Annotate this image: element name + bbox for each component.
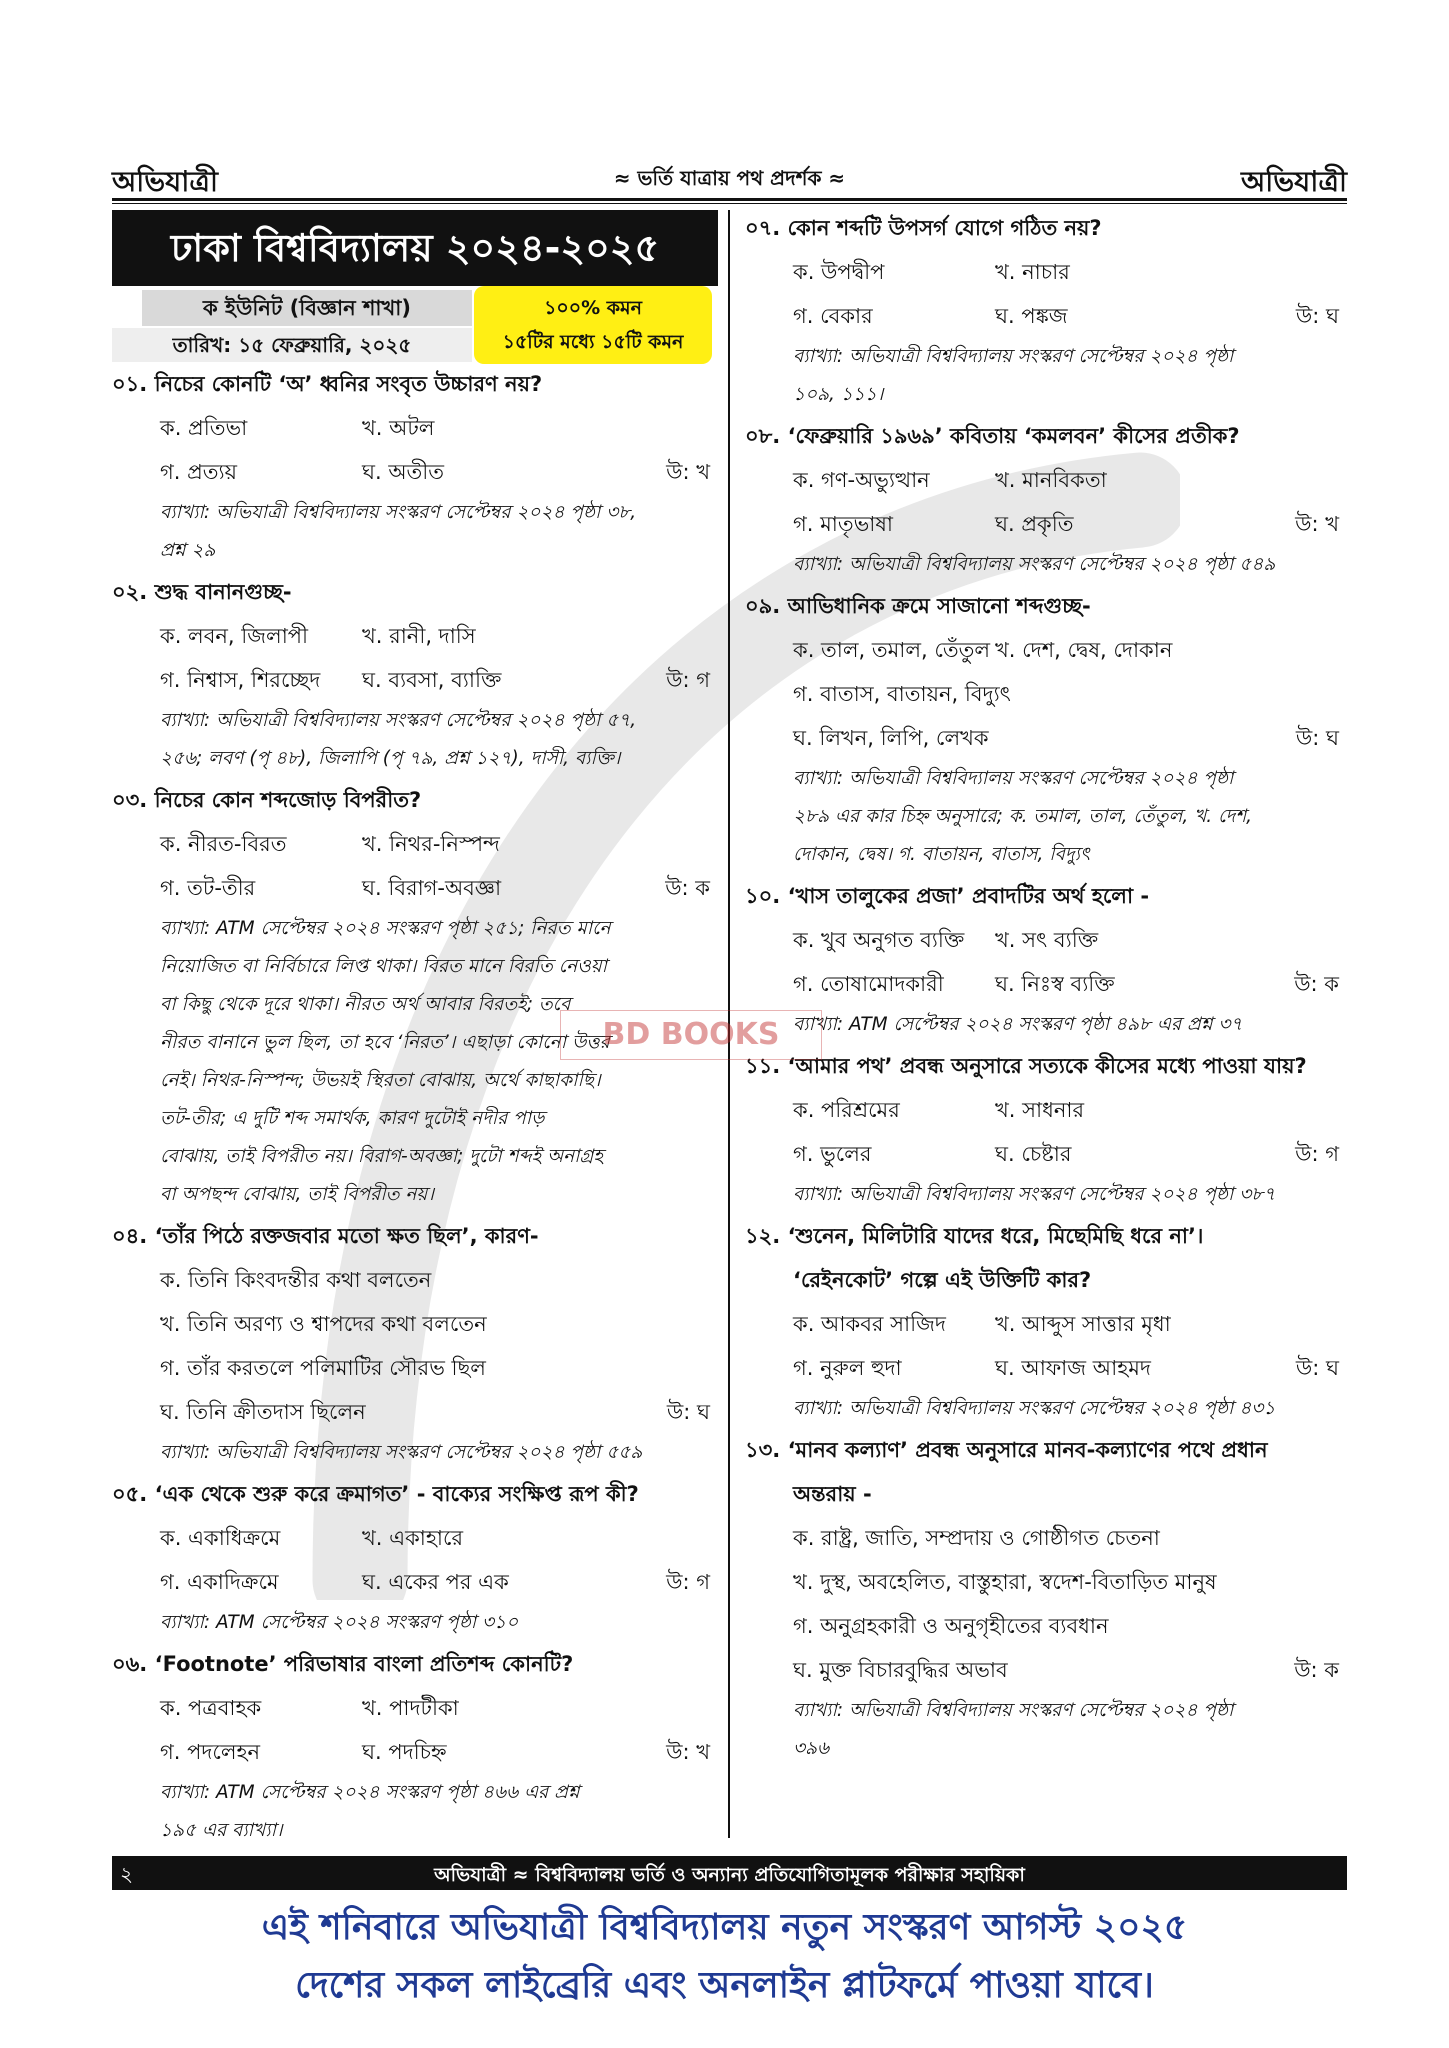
page-title: ঢাকা বিশ্ববিদ্যালয় ২০২৪-২০২৫ — [112, 210, 718, 286]
option-d: ঘ. পঙ্কজ — [995, 304, 1068, 328]
option-b: খ. একাহারে — [362, 1526, 464, 1550]
unit-label: ক ইউনিট (বিজ্ঞান শাখা) — [142, 290, 472, 326]
answer: উ: গ — [666, 1570, 710, 1594]
question-text: ০৯. আভিধানিক ক্রমে সাজানো শব্দগুচ্ছ- — [745, 594, 1091, 618]
question-text: ১০. ‘খাস তালুকের প্রজা’ প্রবাদটির অর্থ হলো - — [745, 884, 1150, 908]
explanation — [745, 1692, 1347, 1768]
explanation-line: ১৯৫ এর ব্যাখ্যা। — [160, 1820, 283, 1841]
question-12 — [745, 1214, 1347, 1428]
header-tagline: ≈ ভর্তি যাত্রায় পথ প্রদর্শক ≈ — [613, 166, 846, 190]
explanation-line: ব্যাখ্যা: ATM সেপ্টেম্বর ২০২৪ সংস্করণ পৃষ্ঠা ৪৬৬ এর প্রশ্ন — [160, 1782, 580, 1803]
question-text: ০৩. নিচের কোন শব্দজোড় বিপরীত? — [112, 788, 422, 812]
option-c: গ. নিশ্বাস, শিরচ্ছেদ — [160, 668, 321, 692]
right-column — [745, 206, 1347, 1768]
answer: উ: গ — [1295, 1142, 1339, 1166]
question-text: ০২. শুদ্ধ বানানগুচ্ছ- — [112, 580, 292, 604]
answer: উ: খ — [1295, 512, 1339, 536]
option-d: ঘ. বিরাগ-অবজ্ঞা — [362, 876, 502, 900]
answer: উ: ঘ — [1295, 1356, 1339, 1380]
question-text: ০৫. ‘এক থেকে শুরু করে ক্রমাগত’ - বাক্যের সংক্ষিপ্ত রূপ কী? — [112, 1482, 639, 1506]
option-c: গ. বেকার — [793, 304, 873, 328]
explanation: ব্যাখ্যা: অভিযাত্রী বিশ্ববিদ্যালয় সংস্করণ সেপ্টেম্বর ২০২৪ পৃষ্ঠা ৫৪৯ — [793, 554, 1276, 575]
option-b: খ. আব্দুস সাত্তার মৃধা — [995, 1312, 1171, 1336]
option-b: খ. মানবিকতা — [995, 468, 1107, 492]
explanation: ব্যাখ্যা: অভিযাত্রী বিশ্ববিদ্যালয় সংস্করণ সেপ্টেম্বর ২০২৪ পৃষ্ঠা ৫৫৯ — [160, 1442, 643, 1463]
option-a: ক. তিনি কিংবদন্তীর কথা বলতেন — [160, 1268, 432, 1292]
question-text: ০১. নিচের কোনটি ‘অ’ ধ্বনির সংবৃত উচ্চারণ নয়? — [112, 372, 543, 396]
exam-date: তারিখ: ১৫ ফেব্রুয়ারি, ২০২৫ — [112, 328, 472, 362]
explanation-line: দোকান, দ্বেষ। গ. বাতায়ন, বাতাস, বিদ্যুৎ — [793, 844, 1090, 865]
question-10 — [745, 874, 1347, 1044]
option-d: ঘ. একের পর এক — [362, 1570, 509, 1594]
page-number: ২ — [120, 1862, 134, 1886]
question-text: ০৭. কোন শব্দটি উপসর্গ যোগে গঠিত নয়? — [745, 216, 1102, 240]
question-7 — [745, 206, 1347, 414]
option-a: ক. খুব অনুগত ব্যক্তি — [793, 928, 965, 952]
option-c: গ. অনুগ্রহকারী ও অনুগৃহীতের ব্যবধান — [793, 1614, 1109, 1638]
explanation-line: ২৫৬; লবণ (পৃ ৪৮), জিলাপি (পৃ ৭৯, প্রশ্ন ১২৭), দাসী, ব্যক্তি। — [160, 748, 621, 769]
option-c: গ. প্রত্যয় — [160, 460, 238, 484]
explanation-line: ৩৯৬ — [793, 1738, 830, 1759]
option-d: ঘ. প্রকৃতি — [995, 512, 1074, 536]
option-d: ঘ. চেষ্টার — [995, 1142, 1072, 1166]
explanation-line: বোঝায়, তাই বিপরীত নয়। বিরাগ-অবজ্ঞা; দুটো শব্দই অনাগ্রহ — [160, 1146, 604, 1167]
explanation-line: নীরত বানানে ভুল ছিল, তা হবে ‘নিরত’। এছাড়া কোনো উত্তর — [160, 1032, 610, 1053]
answer: উ: ক — [665, 876, 710, 900]
question-text: ০৮. ‘ফেব্রুয়ারি ১৯৬৯’ কবিতায় ‘কমলবন’ কীসের প্রতীক? — [745, 424, 1240, 448]
option-d: ঘ. অতীত — [362, 460, 445, 484]
option-b: খ. নাচার — [995, 260, 1070, 284]
explanation-line: নিয়োজিত বা নির্বিচারে লিপ্ত থাকা। বিরত মানে বিরতি নেওয়া — [160, 956, 608, 977]
explanation: ব্যাখ্যা: অভিযাত্রী বিশ্ববিদ্যালয় সংস্করণ সেপ্টেম্বর ২০২৪ পৃষ্ঠা ৪৩১ — [793, 1398, 1276, 1419]
answer: উ: ঘ — [1295, 726, 1339, 750]
exam-info — [112, 290, 718, 362]
explanation-line: ব্যাখ্যা: অভিযাত্রী বিশ্ববিদ্যালয় সংস্করণ সেপ্টেম্বর ২০২৪ পৃষ্ঠা — [793, 346, 1234, 367]
question-1 — [112, 362, 718, 570]
option-c: গ. তাঁর করতলে পলিমাটির সৌরভ ছিল — [160, 1356, 486, 1380]
option-b: খ. দুস্থ, অবহেলিত, বাস্তুহারা, স্বদেশ-বিতাড়িত মানুষ — [793, 1570, 1217, 1594]
explanation-line: ২৮৯ এর কার চিহ্ন অনুসারে; ক. তমাল, তাল, তেঁতুল, খ. দেশ, — [793, 806, 1253, 827]
explanation-line: বা অপছন্দ বোঝায়, তাই বিপরীত নয়। — [160, 1184, 434, 1205]
option-c: গ. ভুলের — [793, 1142, 872, 1166]
explanation-line: প্রশ্ন ২৯ — [160, 540, 216, 561]
option-b: খ. রানী, দাসি — [362, 624, 476, 648]
option-d: ঘ. লিখন, লিপি, লেখক — [793, 726, 989, 750]
explanation — [745, 760, 1347, 874]
header-rule-thin — [112, 203, 1347, 204]
option-c: গ. তোষামোদকারী — [793, 972, 944, 996]
brand-logo-right: অভিযাত্রী — [1241, 165, 1347, 198]
question-text-cont: ‘রেইনকোট’ গল্পে এই উক্তিটি কার? — [793, 1268, 1092, 1292]
question-8 — [745, 414, 1347, 584]
question-3 — [112, 778, 718, 1214]
question-13 — [745, 1428, 1347, 1768]
explanation-line: ব্যাখ্যা: ATM সেপ্টেম্বর ২০২৪ সংস্করণ পৃষ্ঠা ২৫১; নিরত মানে — [160, 918, 611, 939]
explanation-line: বা কিছু থেকে দূরে থাকা। নীরত অর্থ আবার বিরতই; তবে — [160, 994, 571, 1015]
footer-text: অভিযাত্রী ≈ বিশ্ববিদ্যালয় ভর্তি ও অন্যান্য প্রতিযোগিতামূলক পরীক্ষার সহায়িকা — [434, 1864, 1025, 1886]
question-9 — [745, 584, 1347, 874]
option-a: ক. রাষ্ট্র, জাতি, সম্প্রদায় ও গোষ্ঠীগত চেতনা — [793, 1526, 1160, 1550]
option-b: খ. দেশ, দ্বেষ, দোকান — [995, 638, 1173, 662]
option-d: ঘ. মুক্ত বিচারবুদ্ধির অভাব — [793, 1658, 1008, 1682]
question-5 — [112, 1472, 718, 1642]
explanation — [745, 338, 1347, 414]
question-text: ১২. ‘শুনেন, মিলিটারি যাদের ধরে, মিছেমিছি ধরে না’। — [745, 1224, 1204, 1248]
common-badge — [474, 286, 712, 364]
explanation: ব্যাখ্যা: ATM সেপ্টেম্বর ২০২৪ সংস্করণ পৃষ্ঠা ৪৯৮ এর প্রশ্ন ৩৭ — [793, 1014, 1243, 1035]
answer: উ: ক — [1294, 1658, 1339, 1682]
explanation-line: ব্যাখ্যা: অভিযাত্রী বিশ্ববিদ্যালয় সংস্করণ সেপ্টেম্বর ২০২৪ পৃষ্ঠা — [793, 768, 1234, 789]
option-b: খ. অটল — [362, 416, 435, 440]
question-text-cont: অন্তরায় - — [793, 1482, 872, 1506]
question-4 — [112, 1214, 718, 1472]
explanation-line: ১০৯, ১১১। — [793, 384, 884, 405]
option-a: ক. প্রতিভা — [160, 416, 248, 440]
footer-bar — [112, 1856, 1347, 1890]
answer: উ: ক — [1294, 972, 1339, 996]
option-a: ক. পরিশ্রমের — [793, 1098, 900, 1122]
question-11 — [745, 1044, 1347, 1214]
explanation — [112, 494, 718, 570]
explanation: ব্যাখ্যা: অভিযাত্রী বিশ্ববিদ্যালয় সংস্করণ সেপ্টেম্বর ২০২৪ পৃষ্ঠা ৩৮৭ — [793, 1184, 1276, 1205]
answer: উ: গ — [666, 668, 710, 692]
question-text: ০৬. ‘Footnote’ পরিভাষার বাংলা প্রতিশব্দ কোনটি? — [112, 1652, 574, 1676]
explanation — [112, 910, 718, 1214]
option-c: গ. মাতৃভাষা — [793, 512, 894, 536]
option-a: ক. পত্রবাহক — [160, 1696, 262, 1720]
option-a: ক. আকবর সাজিদ — [793, 1312, 946, 1336]
answer: উ: ঘ — [1295, 304, 1339, 328]
option-b: খ. সাধনার — [995, 1098, 1085, 1122]
explanation — [112, 1774, 718, 1850]
ad-line-1: এই শনিবারে অভিযাত্রী বিশ্ববিদ্যালয় নতুন সংস্করণ আগস্ট ২০২৫ — [261, 1907, 1188, 1948]
option-c: গ. নুরুল হুদা — [793, 1356, 902, 1380]
option-c: গ. বাতাস, বাতায়ন, বিদ্যুৎ — [793, 682, 1011, 706]
question-text: ০৪. ‘তাঁর পিঠে রক্তজবার মতো ক্ষত ছিল’, কারণ- — [112, 1224, 539, 1248]
option-b: খ. সৎ ব্যক্তি — [995, 928, 1099, 952]
answer: উ: খ — [666, 460, 710, 484]
option-a: ক. তাল, তমাল, তেঁতুল — [793, 638, 991, 662]
option-d: ঘ. তিনি ক্রীতদাস ছিলেন — [160, 1400, 366, 1424]
option-a: ক. গণ-অভ্যুত্থান — [793, 468, 930, 492]
brand-logo-left: অভিযাত্রী — [112, 165, 218, 198]
header-rule — [112, 198, 1347, 201]
explanation-line: ব্যাখ্যা: অভিযাত্রী বিশ্ববিদ্যালয় সংস্করণ সেপ্টেম্বর ২০২৪ পৃষ্ঠা — [793, 1700, 1234, 1721]
ad-line-2: দেশের সকল লাইব্রেরি এবং অনলাইন প্লাটফর্মে পাওয়া যাবে। — [295, 1965, 1154, 2006]
explanation-line: তট-তীর; এ দুটি শব্দ সমার্থক, কারণ দুটোই নদীর পাড় — [160, 1108, 545, 1129]
explanation-line: নেই। নিথর-নিস্পন্দ; উভয়ই স্থিরতা বোঝায়, অর্থে কাছাকাছি। — [160, 1070, 601, 1091]
option-c: গ. একাদিক্রমে — [160, 1570, 279, 1594]
question-text: ১৩. ‘মানব কল্যাণ’ প্রবন্ধ অনুসারে মানব-কল্যাণের পথে প্রধান — [745, 1438, 1268, 1462]
option-d: ঘ. পদচিহ্ন — [362, 1740, 447, 1764]
answer: উ: খ — [666, 1740, 710, 1764]
question-6 — [112, 1642, 718, 1850]
explanation-line: ব্যাখ্যা: অভিযাত্রী বিশ্ববিদ্যালয় সংস্করণ সেপ্টেম্বর ২০২৪ পৃষ্ঠা ৩৮, — [160, 502, 637, 523]
option-b: খ. পাদটীকা — [362, 1696, 459, 1720]
question-text: ১১. ‘আমার পথ’ প্রবন্ধ অনুসারে সত্যকে কীসের মধ্যে পাওয়া যায়? — [745, 1054, 1307, 1078]
badge-line-1: ১০০% কমন — [544, 297, 642, 319]
option-a: ক. উপদ্বীপ — [793, 260, 885, 284]
explanation-line: ব্যাখ্যা: অভিযাত্রী বিশ্ববিদ্যালয় সংস্করণ সেপ্টেম্বর ২০২৪ পৃষ্ঠা ৫৭, — [160, 710, 637, 731]
answer: উ: ঘ — [666, 1400, 710, 1424]
page-header — [112, 160, 1347, 196]
watermark-logo: BD BOOKS — [560, 1010, 822, 1060]
option-b: খ. তিনি অরণ্য ও শ্বাপদের কথা বলতেন — [160, 1312, 487, 1336]
option-c: গ. তট-তীর — [160, 876, 256, 900]
question-2 — [112, 570, 718, 778]
badge-line-2: ১৫টির মধ্যে ১৫টি কমন — [502, 331, 684, 353]
option-d: ঘ. ব্যবসা, ব্যাক্তি — [362, 668, 502, 692]
option-c: গ. পদলেহন — [160, 1740, 261, 1764]
option-a: ক. লবন, জিলাপী — [160, 624, 309, 648]
option-d: ঘ. আফাজ আহমদ — [995, 1356, 1151, 1380]
option-a: ক. নীরত-বিরত — [160, 832, 287, 856]
option-b: খ. নিথর-নিস্পন্দ — [362, 832, 500, 856]
explanation: ব্যাখ্যা: ATM সেপ্টেম্বর ২০২৪ সংস্করণ পৃষ্ঠা ৩১০ — [160, 1612, 519, 1633]
option-a: ক. একাধিক্রমে — [160, 1526, 281, 1550]
option-d: ঘ. নিঃস্ব ব্যক্তি — [995, 972, 1115, 996]
explanation — [112, 702, 718, 778]
